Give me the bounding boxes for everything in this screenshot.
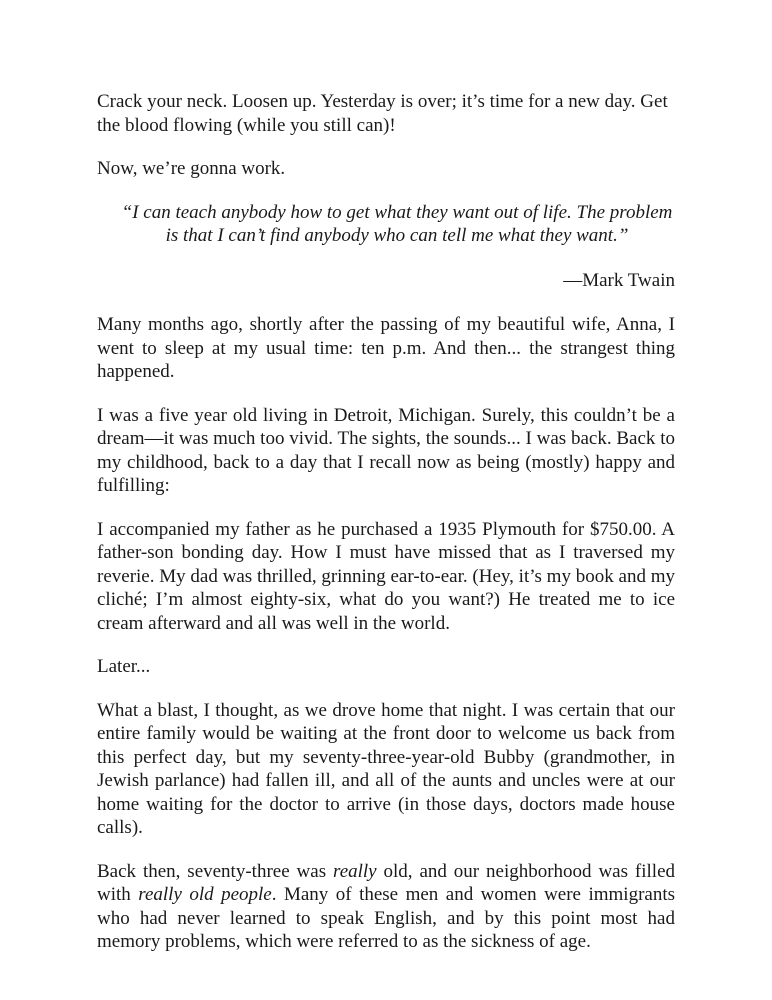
paragraph-plymouth: I accompanied my father as he purchased a 1935 Plymouth for $750.00. A father-son bonding day. How I must have missed that as I traversed my reverie. My dad was thrilled, grinning ear-to-ear. (Hey, it’s my book and my cliché; I’m almost eighty-six, what do you want?) He treated me to ice cream afterward and all was well in the world.: [97, 518, 675, 634]
paragraph-later: Later...: [97, 656, 151, 677]
emphasis-text: really: [333, 860, 377, 882]
paragraph-detroit: I was a five year old living in Detroit, Michigan. Surely, this couldn’t be a dream—it was much too vivid. The sights, the sounds... I was back. Back to my childhood, back to a day that I recall now as being (mostly) happy and fulfilling:: [97, 404, 675, 496]
paragraph-blast: What a blast, I thought, as we drove home that night. I was certain that our entire family would be waiting at the front door to welcome us back from this perfect day, but my seventy-three-year-old Bubby (grandmother, in Jewish parlance) had fallen ill, and all of the aunts and uncles were at our home waiting for the doctor to arrive (in those days, doctors made house calls).: [97, 699, 675, 838]
paragraph-months-ago: Many months ago, shortly after the passing of my beautiful wife, Anna, I went to sleep at my usual time: ten p.m. And then... the strangest thing happened.: [97, 314, 675, 382]
quote-attribution: —Mark Twain: [563, 269, 675, 291]
text-run: . Many of these men and women were immigrants who had never learned to speak English, and by this point most had memory problems, which were referred to as the sickness of age.: [97, 884, 676, 952]
page-body: [97, 90, 675, 974]
emphasis-text: really old people: [138, 884, 272, 905]
paragraph-opening: Crack your neck. Loosen up. Yesterday is over; it’s time for a new day. Get the blood flowing (while you still can)!: [97, 91, 668, 136]
quote-line: “I can teach anybody how to get what they want out of life. The problem: [121, 201, 673, 223]
text-run: old, and our neighborhood was filled with: [97, 860, 675, 905]
paragraph-work: Now, we’re gonna work.: [97, 158, 286, 179]
paragraph-back-then: [97, 860, 675, 954]
epigraph-quote: [97, 201, 675, 248]
text-run: Back then, seventy-three was: [97, 860, 333, 882]
quote-line: is that I can’t find anybody who can tell me what they want.”: [165, 225, 629, 246]
